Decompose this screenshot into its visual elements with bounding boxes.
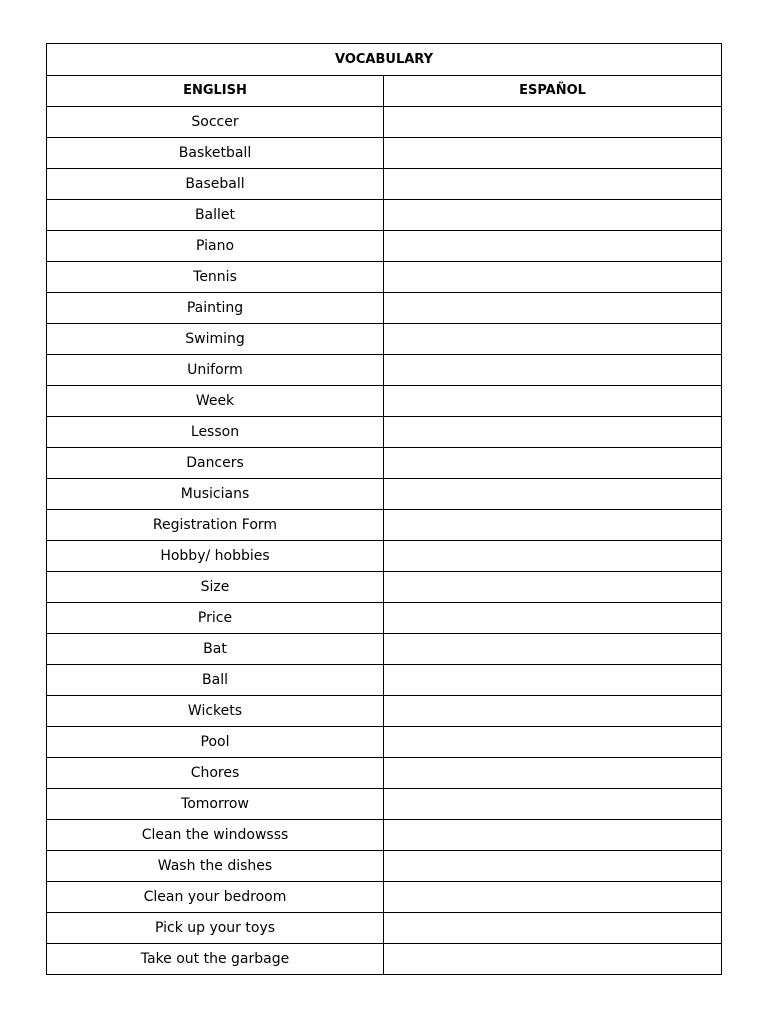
espanol-translation-cell[interactable] <box>384 386 722 417</box>
table-row <box>47 262 722 293</box>
english-term: Uniform <box>47 355 384 386</box>
english-term: Wash the dishes <box>47 851 384 882</box>
vocabulary-table <box>46 43 722 975</box>
espanol-translation-cell[interactable] <box>384 479 722 510</box>
table-row <box>47 138 722 169</box>
title-row <box>47 44 722 76</box>
espanol-translation-cell[interactable] <box>384 355 722 386</box>
espanol-translation-cell[interactable] <box>384 138 722 169</box>
espanol-translation-cell[interactable] <box>384 820 722 851</box>
table-row <box>47 634 722 665</box>
english-term: Painting <box>47 293 384 324</box>
column-header-english: ENGLISH <box>47 76 384 107</box>
english-term: Week <box>47 386 384 417</box>
espanol-translation-cell[interactable] <box>384 603 722 634</box>
espanol-translation-cell[interactable] <box>384 107 722 138</box>
espanol-translation-cell[interactable] <box>384 758 722 789</box>
espanol-translation-cell[interactable] <box>384 417 722 448</box>
table-row <box>47 479 722 510</box>
english-term: Baseball <box>47 169 384 200</box>
espanol-translation-cell[interactable] <box>384 572 722 603</box>
table-row <box>47 448 722 479</box>
table-row <box>47 758 722 789</box>
table-row <box>47 293 722 324</box>
espanol-translation-cell[interactable] <box>384 200 722 231</box>
english-term: Pick up your toys <box>47 913 384 944</box>
espanol-translation-cell[interactable] <box>384 634 722 665</box>
english-term: Price <box>47 603 384 634</box>
espanol-translation-cell[interactable] <box>384 789 722 820</box>
english-term: Piano <box>47 231 384 262</box>
espanol-translation-cell[interactable] <box>384 882 722 913</box>
table-row <box>47 789 722 820</box>
table-row <box>47 324 722 355</box>
english-term: Basketball <box>47 138 384 169</box>
english-term: Tomorrow <box>47 789 384 820</box>
table-row <box>47 107 722 138</box>
table-row <box>47 696 722 727</box>
table-row <box>47 851 722 882</box>
table-row <box>47 200 722 231</box>
table-row <box>47 231 722 262</box>
english-term: Dancers <box>47 448 384 479</box>
table-row <box>47 386 722 417</box>
english-term: Tennis <box>47 262 384 293</box>
table-row <box>47 727 722 758</box>
english-term: Ballet <box>47 200 384 231</box>
english-term: Pool <box>47 727 384 758</box>
english-term: Size <box>47 572 384 603</box>
espanol-translation-cell[interactable] <box>384 944 722 975</box>
espanol-translation-cell[interactable] <box>384 169 722 200</box>
espanol-translation-cell[interactable] <box>384 541 722 572</box>
english-term: Wickets <box>47 696 384 727</box>
table-row <box>47 882 722 913</box>
espanol-translation-cell[interactable] <box>384 293 722 324</box>
table-row <box>47 510 722 541</box>
english-term: Bat <box>47 634 384 665</box>
table-row <box>47 820 722 851</box>
espanol-translation-cell[interactable] <box>384 665 722 696</box>
column-header-espanol: ESPAÑOL <box>384 76 722 107</box>
english-term: Lesson <box>47 417 384 448</box>
espanol-translation-cell[interactable] <box>384 696 722 727</box>
english-term: Swiming <box>47 324 384 355</box>
espanol-translation-cell[interactable] <box>384 727 722 758</box>
espanol-translation-cell[interactable] <box>384 231 722 262</box>
english-term: Ball <box>47 665 384 696</box>
header-row <box>47 76 722 107</box>
english-term: Soccer <box>47 107 384 138</box>
english-term: Hobby/ hobbies <box>47 541 384 572</box>
english-term: Registration Form <box>47 510 384 541</box>
table-row <box>47 541 722 572</box>
table-row <box>47 913 722 944</box>
english-term: Take out the garbage <box>47 944 384 975</box>
table-row <box>47 417 722 448</box>
table-title: VOCABULARY <box>47 44 722 76</box>
table-row <box>47 169 722 200</box>
english-term: Musicians <box>47 479 384 510</box>
table-row <box>47 355 722 386</box>
espanol-translation-cell[interactable] <box>384 510 722 541</box>
english-term: Clean the windowsss <box>47 820 384 851</box>
espanol-translation-cell[interactable] <box>384 324 722 355</box>
espanol-translation-cell[interactable] <box>384 448 722 479</box>
espanol-translation-cell[interactable] <box>384 262 722 293</box>
english-term: Chores <box>47 758 384 789</box>
table-row <box>47 603 722 634</box>
table-row <box>47 944 722 975</box>
espanol-translation-cell[interactable] <box>384 851 722 882</box>
espanol-translation-cell[interactable] <box>384 913 722 944</box>
english-term: Clean your bedroom <box>47 882 384 913</box>
vocabulary-rows <box>47 107 722 975</box>
table-row <box>47 572 722 603</box>
vocabulary-sheet <box>46 43 721 975</box>
table-row <box>47 665 722 696</box>
